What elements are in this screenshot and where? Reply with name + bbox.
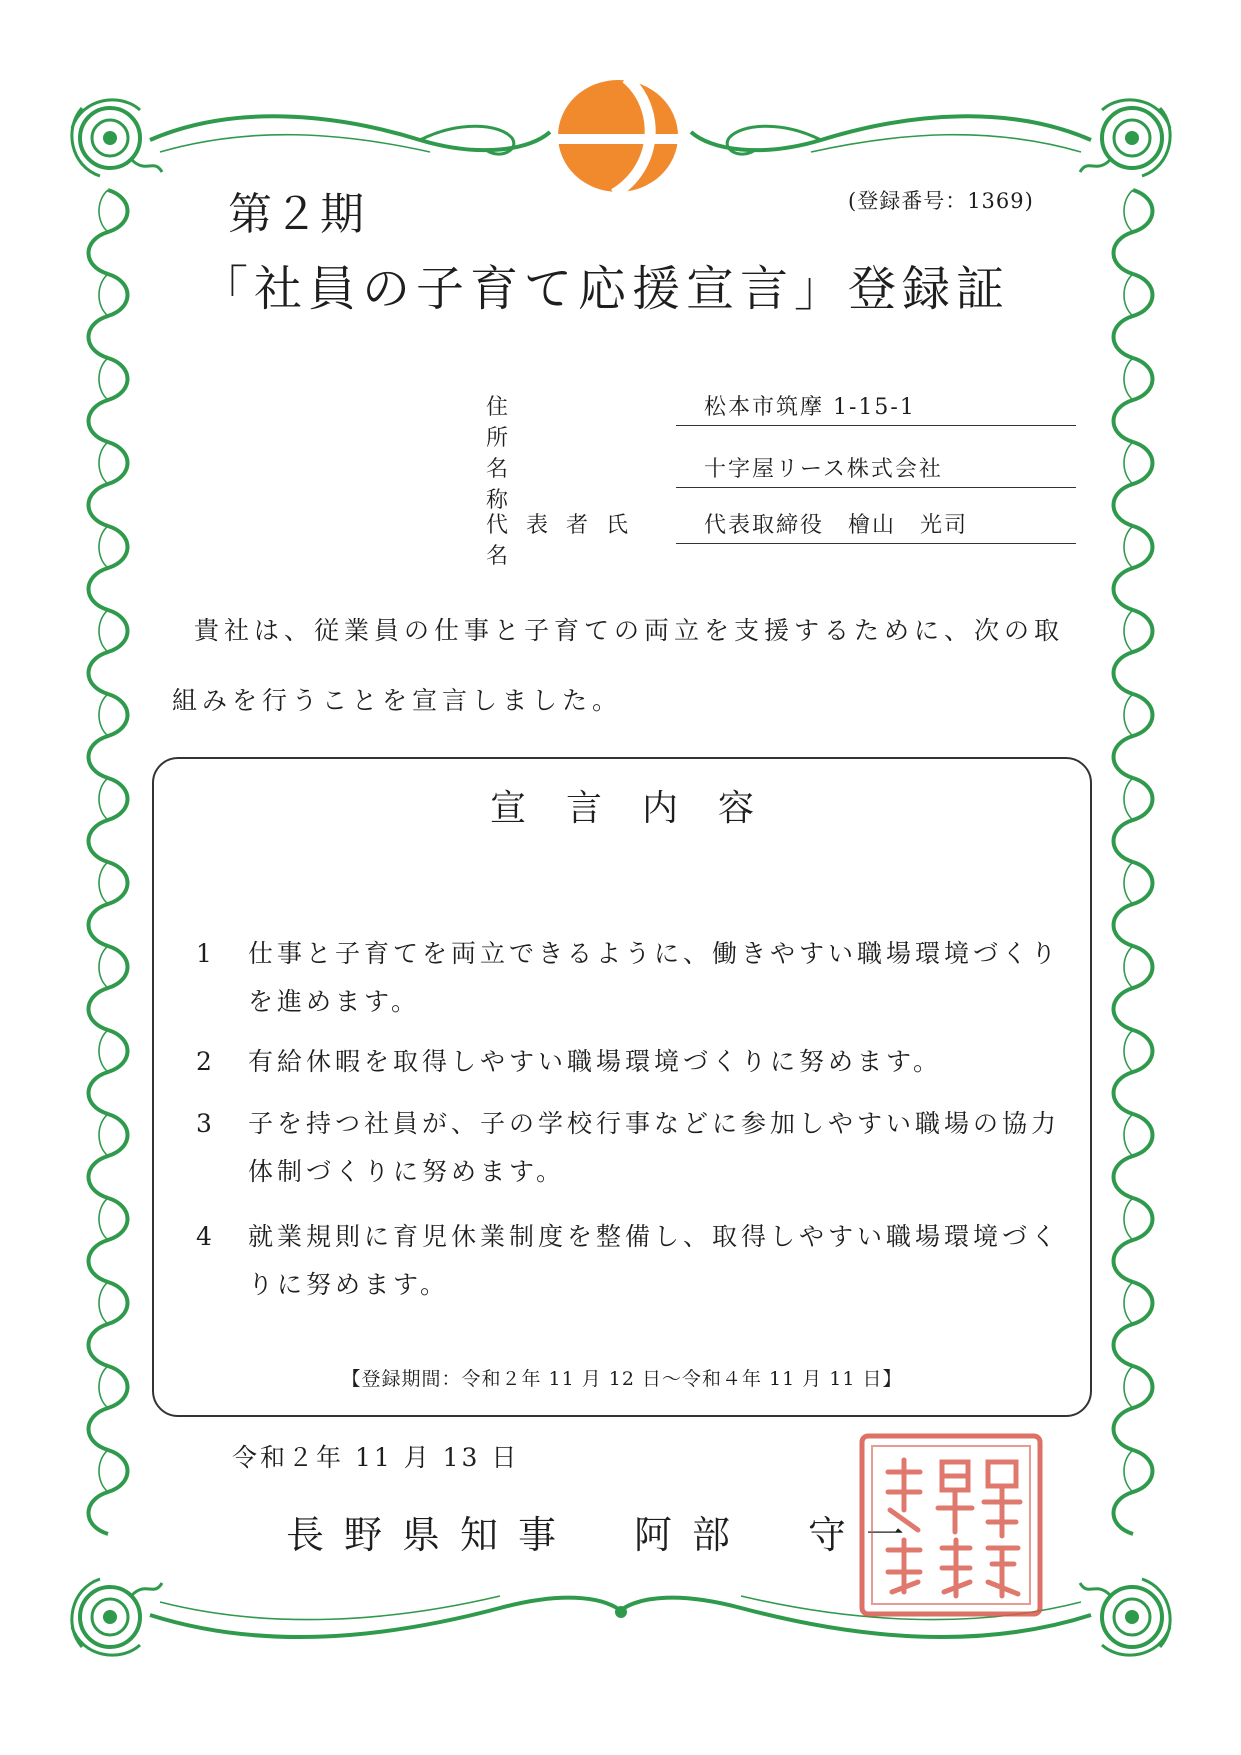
term-label: 第２期	[228, 189, 366, 240]
item-text: 就業規則に育児休業制度を整備し、取得しやすい職場環境づくりに努めます。	[248, 1222, 1061, 1299]
issue-date: 令和２年 11 月 13 日	[232, 1443, 520, 1472]
prefecture-logo	[556, 76, 686, 196]
seal-label	[0, 0, 1, 1]
field-label-representative	[486, 508, 656, 570]
field-label-text: 住所	[486, 395, 633, 451]
item-text: 子を持つ社員が、子の学校行事などに参加しやすい職場の協力体制づくりに努めます。	[248, 1109, 1061, 1186]
registration-period: 【登録期間：令和２年 11 月 12 日～令和４年 11 月 11 日】	[341, 1368, 903, 1390]
declaration-item	[196, 930, 1076, 1026]
field-label-text: 代表者氏名	[486, 513, 647, 569]
field-value-name: 十字屋リース株式会社	[676, 452, 1076, 488]
issuer-name: 長野県知事 阿部 守一	[286, 1513, 925, 1557]
item-number: 1	[196, 939, 216, 968]
field-value-address: 松本市筑摩 1-15-1	[676, 390, 1076, 426]
item-number: 2	[196, 1047, 216, 1076]
certificate-title: 「社員の子育て応援宣言」登録証	[200, 261, 1011, 317]
declaration-item	[196, 1100, 1076, 1196]
declaration-heading: 宣言内容	[489, 788, 794, 829]
registration-number: (登録番号：1369)	[848, 189, 1034, 213]
field-label-name	[486, 452, 656, 514]
item-number: 3	[196, 1109, 216, 1138]
field-label-address	[486, 390, 656, 452]
declaration-item	[196, 1038, 1076, 1086]
item-text: 有給休暇を取得しやすい職場環境づくりに努めます。	[248, 1047, 943, 1076]
declaration-item	[196, 1213, 1076, 1309]
item-text: 仕事と子育てを両立できるように、働きやすい職場環境づくりを進めます。	[248, 939, 1061, 1016]
item-number: 4	[196, 1222, 216, 1251]
intro-text: 貴社は、従業員の仕事と子育ての両立を支援するために、次の取組みを行うことを宣言しました。	[172, 616, 1065, 715]
field-label-text: 名称	[486, 457, 633, 513]
declaration-box	[152, 757, 1092, 1417]
official-seal	[858, 1432, 1044, 1618]
field-value-representative: 代表取締役 檜山 光司	[676, 508, 1076, 544]
